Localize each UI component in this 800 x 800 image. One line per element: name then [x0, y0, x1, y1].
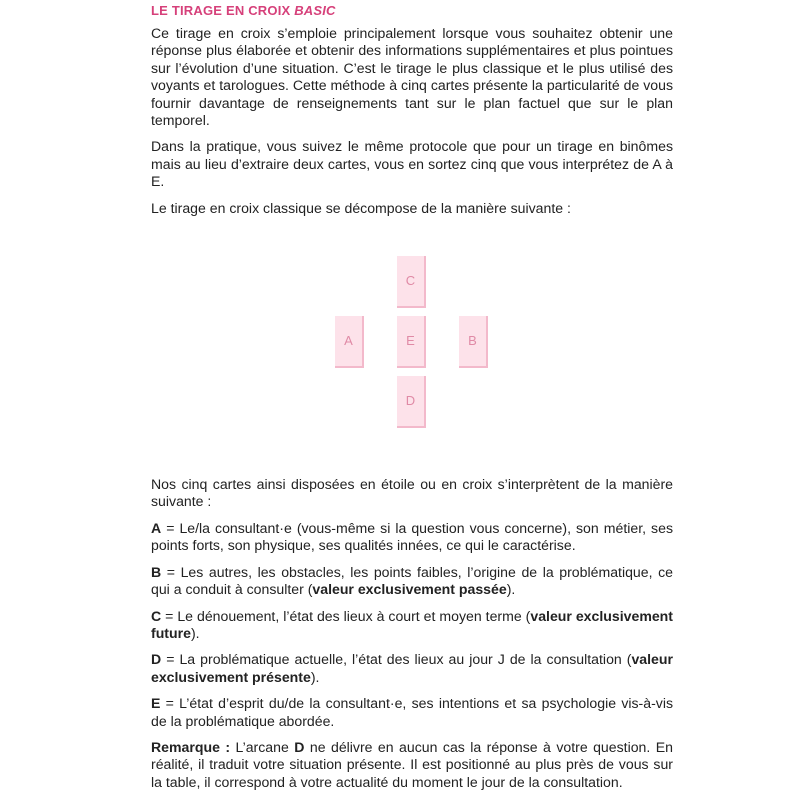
definition-key-d: D — [151, 651, 162, 668]
section-title — [151, 3, 673, 18]
definition-key-e: E — [151, 695, 161, 712]
definition-e — [151, 695, 673, 730]
interpretation-intro-paragraph: Nos cinq cartes ainsi disposées en étoile ou en croix s’interprètent de la manière suivante : — [151, 476, 673, 510]
definition-text-b: = Les autres, les obstacles, les points faibles, l’origine de la problématique, ce qui a conduit à consulter ( — [151, 563, 673, 598]
definition-end-c: ). — [190, 624, 200, 641]
definition-key-c: C — [151, 607, 162, 624]
card-d: D — [397, 376, 426, 428]
remark-text-1: L’arcane — [230, 738, 295, 755]
definition-text-c: = Le dénouement, l’état des lieux à court et moyen terme ( — [161, 607, 531, 624]
definition-end-d: ). — [310, 668, 320, 685]
definition-text-e: = L’état d’esprit du/de la consultant·e, ses intentions et sa psychologie vis-à-vis de la problématique abordée. — [151, 695, 673, 729]
remark-text-2: ne délivre en aucun cas la réponse à votre question. En réalité, il traduit votre situation présente. Il est positionné au plus près de vous sur la table, il correspond à votre actualité du moment le jour de la consultation. — [151, 738, 673, 790]
definition-key-a: A — [151, 519, 162, 536]
practice-paragraph: Dans la pratique, vous suivez le même protocole que pour un tirage en binômes mais au lieu d’extraire deux cartes, vous en sortez cinq que vous interprétez de A à E. — [151, 138, 673, 190]
remark-paragraph — [151, 739, 673, 791]
card-a: A — [335, 316, 364, 368]
card-e: E — [397, 316, 426, 368]
definition-text-a: = Le/la consultant·e (vous-même si la question vous concerne), son métier, ses points forts, son physique, ses qualités innées, ce qui le caractérise. — [151, 519, 673, 554]
definition-b — [151, 564, 673, 599]
title-emphasis: BASIC — [294, 3, 336, 18]
card-b: B — [459, 316, 488, 368]
definition-bold-c: valeur exclusivement future — [151, 607, 673, 641]
remark-key: D — [294, 738, 305, 755]
definition-text-d: = La problématique actuelle, l’état des lieux au jour J de la consultation ( — [161, 651, 632, 668]
title-main: LE TIRAGE EN CROIX — [151, 3, 295, 18]
definition-c — [151, 608, 673, 643]
definition-bold-b: valeur exclusivement passée — [312, 581, 507, 598]
definition-key-b: B — [151, 563, 162, 580]
definition-bold-d: valeur exclusivement présente — [151, 651, 673, 685]
card-c: C — [397, 256, 426, 308]
remark-label: Remarque : — [151, 738, 231, 755]
definition-d — [151, 651, 673, 686]
definition-a — [151, 520, 673, 555]
intro-paragraph: Ce tirage en croix s’emploie principalement lorsque vous souhaitez obtenir une réponse plus élaborée et obtenir des informations supplémentaires et plus pointues sur l’évolution d’une situation. C’est le tirage le plus classique et le plus utilisé des voyants et tarologues. Cette méthode à cinq cartes présente la particularité de vous fournir davantage de renseignements tant sur le plan factuel que sur le plan temporel. — [151, 25, 673, 129]
layout-intro-paragraph: Le tirage en croix classique se décompose de la manière suivante : — [151, 199, 571, 216]
definition-end-b: ). — [506, 581, 516, 598]
